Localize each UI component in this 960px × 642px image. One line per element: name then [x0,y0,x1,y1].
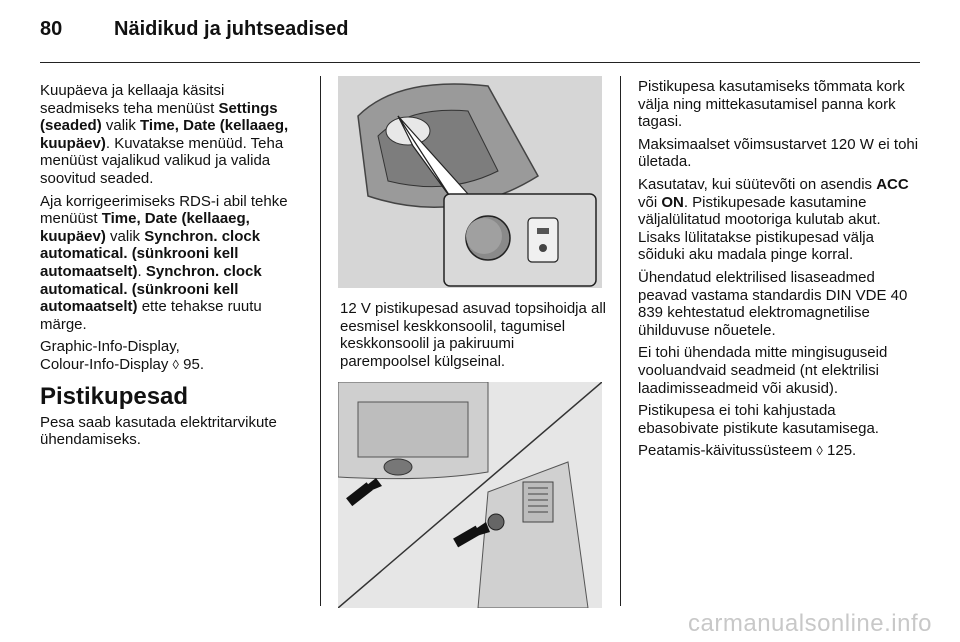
text: . [137,262,146,280]
paragraph-stop-start-ref [638,442,920,460]
column-divider-left [320,76,321,606]
menu-term: Settings (seaded) [40,99,278,135]
page-reference-icon: ◊ [172,356,179,372]
text: valik [105,227,145,245]
paragraph-warning: Ei tohi ühendada mitte mingisuguseid vooluandvaid seadmeid (nt elektrilisi laadimisseadmeid või akusid). [638,344,888,397]
paragraph-damage: Pistikupesa ei tohi kahjustada ebasobivate pistikute kasutamisega. [638,402,879,437]
text: valik [101,117,141,135]
page-title: Näidikud ja juhtseadised [114,18,349,40]
menu-term: Time, Date (kellaaeg, kuupäev) [40,117,289,152]
figure-caption: 12 V pistikupesad asuvad topsihoidja all eesmisel keskkonsoolil, tagumisel keskkonsoolil ja pakiruumi parempoolsel külgseinal. [340,300,607,370]
text: Colour-Info-Display [40,355,173,373]
page-reference-icon: ◊ [816,443,823,459]
page-number: 80 [40,18,63,40]
menu-term: Synchron. clock automatical. (sünkrooni kell automaatselt) [40,227,261,280]
paragraph-max-power: Maksimaalset võimsustarvet 120 W ei tohi ületada. [638,135,919,171]
section-heading: Pistikupesad [40,382,189,410]
ignition-position: ON [661,193,684,211]
text: ette tehakse ruutu märge. [40,298,262,333]
page-header [40,18,349,41]
socket-closeup-illustration [338,76,602,288]
paragraph-standards: Ühendatud elektrilised lisaseadmed peavad vastama standardis DIN VDE 40 839 kehtestatud elektromagnetilise ühilduvuse nõuetele. [638,268,908,339]
text: Kuupäeva ja kellaaja käsitsi seadmiseks teha menüüst [40,82,225,117]
text: Graphic-Info-Display, [40,338,180,356]
text: . Pistikupesade kasutamine väljalülitatud mootoriga kulutab akut. Lisaks lülitatakse pistikupesad välja sõiduki aku madala pinge korral. [638,193,881,264]
text: . Kuvatakse menüüd. Teha menüüst vajalikud valikud ja valida soovitud seaded. [40,134,284,187]
paragraph-manual-time [40,82,306,188]
text: Peatamis-käivitussüsteem [638,442,817,460]
paragraph-socket-intro: Pesa saab kasutada elektritarvikute ühendamiseks. [40,413,277,449]
text: Aja korrigeerimiseks RDS-i abil tehke menüüst [40,192,288,228]
watermark: carmanualsonline.info [688,610,932,637]
ignition-position: ACC [876,175,909,193]
column-3 [638,78,920,465]
paragraph-rds-time [40,193,306,334]
column-1 [40,82,306,454]
paragraph-usage: Pistikupesa kasutamiseks tõmmata kork välja ning mittekasutamisel panna kork tagasi. [638,78,905,131]
socket-closeup-drawing [338,76,602,288]
page-reference[interactable]: 95. [178,355,205,373]
text: või [638,193,662,211]
socket-locations-illustration [338,382,602,608]
menu-term: Synchron. clock automatical. (sünkrooni kell automaatselt) [40,262,262,316]
header-rule [40,62,920,63]
socket-locations-drawing [338,382,602,608]
paragraph-ignition [638,176,920,264]
paragraph-display-reference [40,338,306,373]
column-divider-right [620,76,621,606]
menu-term: Time, Date (kellaaeg, kuupäev) [40,210,250,245]
text: Kasutatav, kui süütevõti on asendis [638,175,877,193]
page-reference[interactable]: 125. [822,442,857,460]
